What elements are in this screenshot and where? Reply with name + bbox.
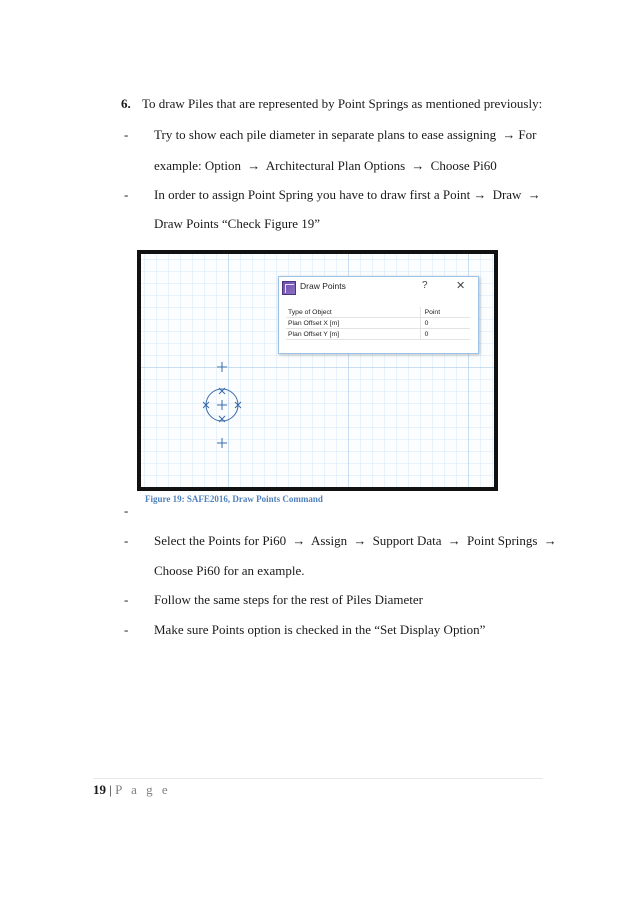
right-arrow-icon: → <box>411 158 425 173</box>
safe-app-icon <box>282 281 296 295</box>
right-arrow-icon: → <box>527 187 541 202</box>
page-footer <box>93 782 171 798</box>
caption-dash: - <box>124 503 129 518</box>
table-row <box>286 329 470 340</box>
figure-screenshot <box>137 250 498 491</box>
footer-separator: | <box>106 782 116 797</box>
figure-caption: Figure 19: SAFE2016, Draw Points Command <box>145 494 323 504</box>
close-icon[interactable]: ✕ <box>456 280 466 292</box>
bullet-dash: - <box>124 187 129 202</box>
property-value-field[interactable]: Point <box>420 307 470 318</box>
right-arrow-icon: → <box>447 533 461 548</box>
right-arrow-icon: → <box>543 533 557 548</box>
right-arrow-icon: → <box>473 187 487 202</box>
bullet-dash: - <box>124 127 129 142</box>
bullet-4-line-1: Follow the same steps for the rest of Piles Diameter <box>154 592 423 607</box>
properties-table <box>286 307 470 340</box>
property-label: Plan Offset X [m] <box>286 318 420 329</box>
bullet-2-line-1: In order to assign Point Spring you have to draw first a Point → Draw → <box>154 187 541 202</box>
bullet-dash: - <box>124 592 129 607</box>
footer-divider <box>93 778 543 779</box>
table-row <box>286 307 470 318</box>
bullet-2-line-2: Draw Points “Check Figure 19” <box>154 216 321 231</box>
right-arrow-icon: → <box>292 533 306 548</box>
bullet-3-line-1: Select the Points for Pi60 → Assign → Support Data → Point Springs → <box>154 533 557 548</box>
dialog-titlebar[interactable] <box>279 277 478 299</box>
bullet-5-line-1: Make sure Points option is checked in the “Set Display Option” <box>154 622 486 637</box>
right-arrow-icon: → <box>247 158 261 173</box>
draw-points-dialog <box>278 276 479 354</box>
step-number: 6. <box>121 96 131 111</box>
property-value-field[interactable]: 0 <box>420 318 470 329</box>
bullet-dash: - <box>124 622 129 637</box>
step-text: To draw Piles that are represented by Point Springs as mentioned previously: <box>142 96 543 111</box>
bullet-1-line-2: example: Option → Architectural Plan Options → Choose Pi60 <box>154 158 497 173</box>
dialog-title: Draw Points <box>300 281 346 291</box>
bullet-3-line-2: Choose Pi60 for an example. <box>154 563 305 578</box>
property-label: Plan Offset Y [m] <box>286 329 420 340</box>
bullet-1-line-1: Try to show each pile diameter in separate plans to ease assigning → For <box>154 127 537 142</box>
property-value-field[interactable]: 0 <box>420 329 470 340</box>
bullet-dash: - <box>124 533 129 548</box>
right-arrow-icon: → <box>353 533 367 548</box>
help-button[interactable]: ? <box>422 280 428 291</box>
right-arrow-icon: → <box>502 127 516 142</box>
property-label: Type of Object <box>286 307 420 318</box>
page-number: 19 <box>93 782 106 797</box>
page-label: P a g e <box>115 782 171 797</box>
table-row <box>286 318 470 329</box>
